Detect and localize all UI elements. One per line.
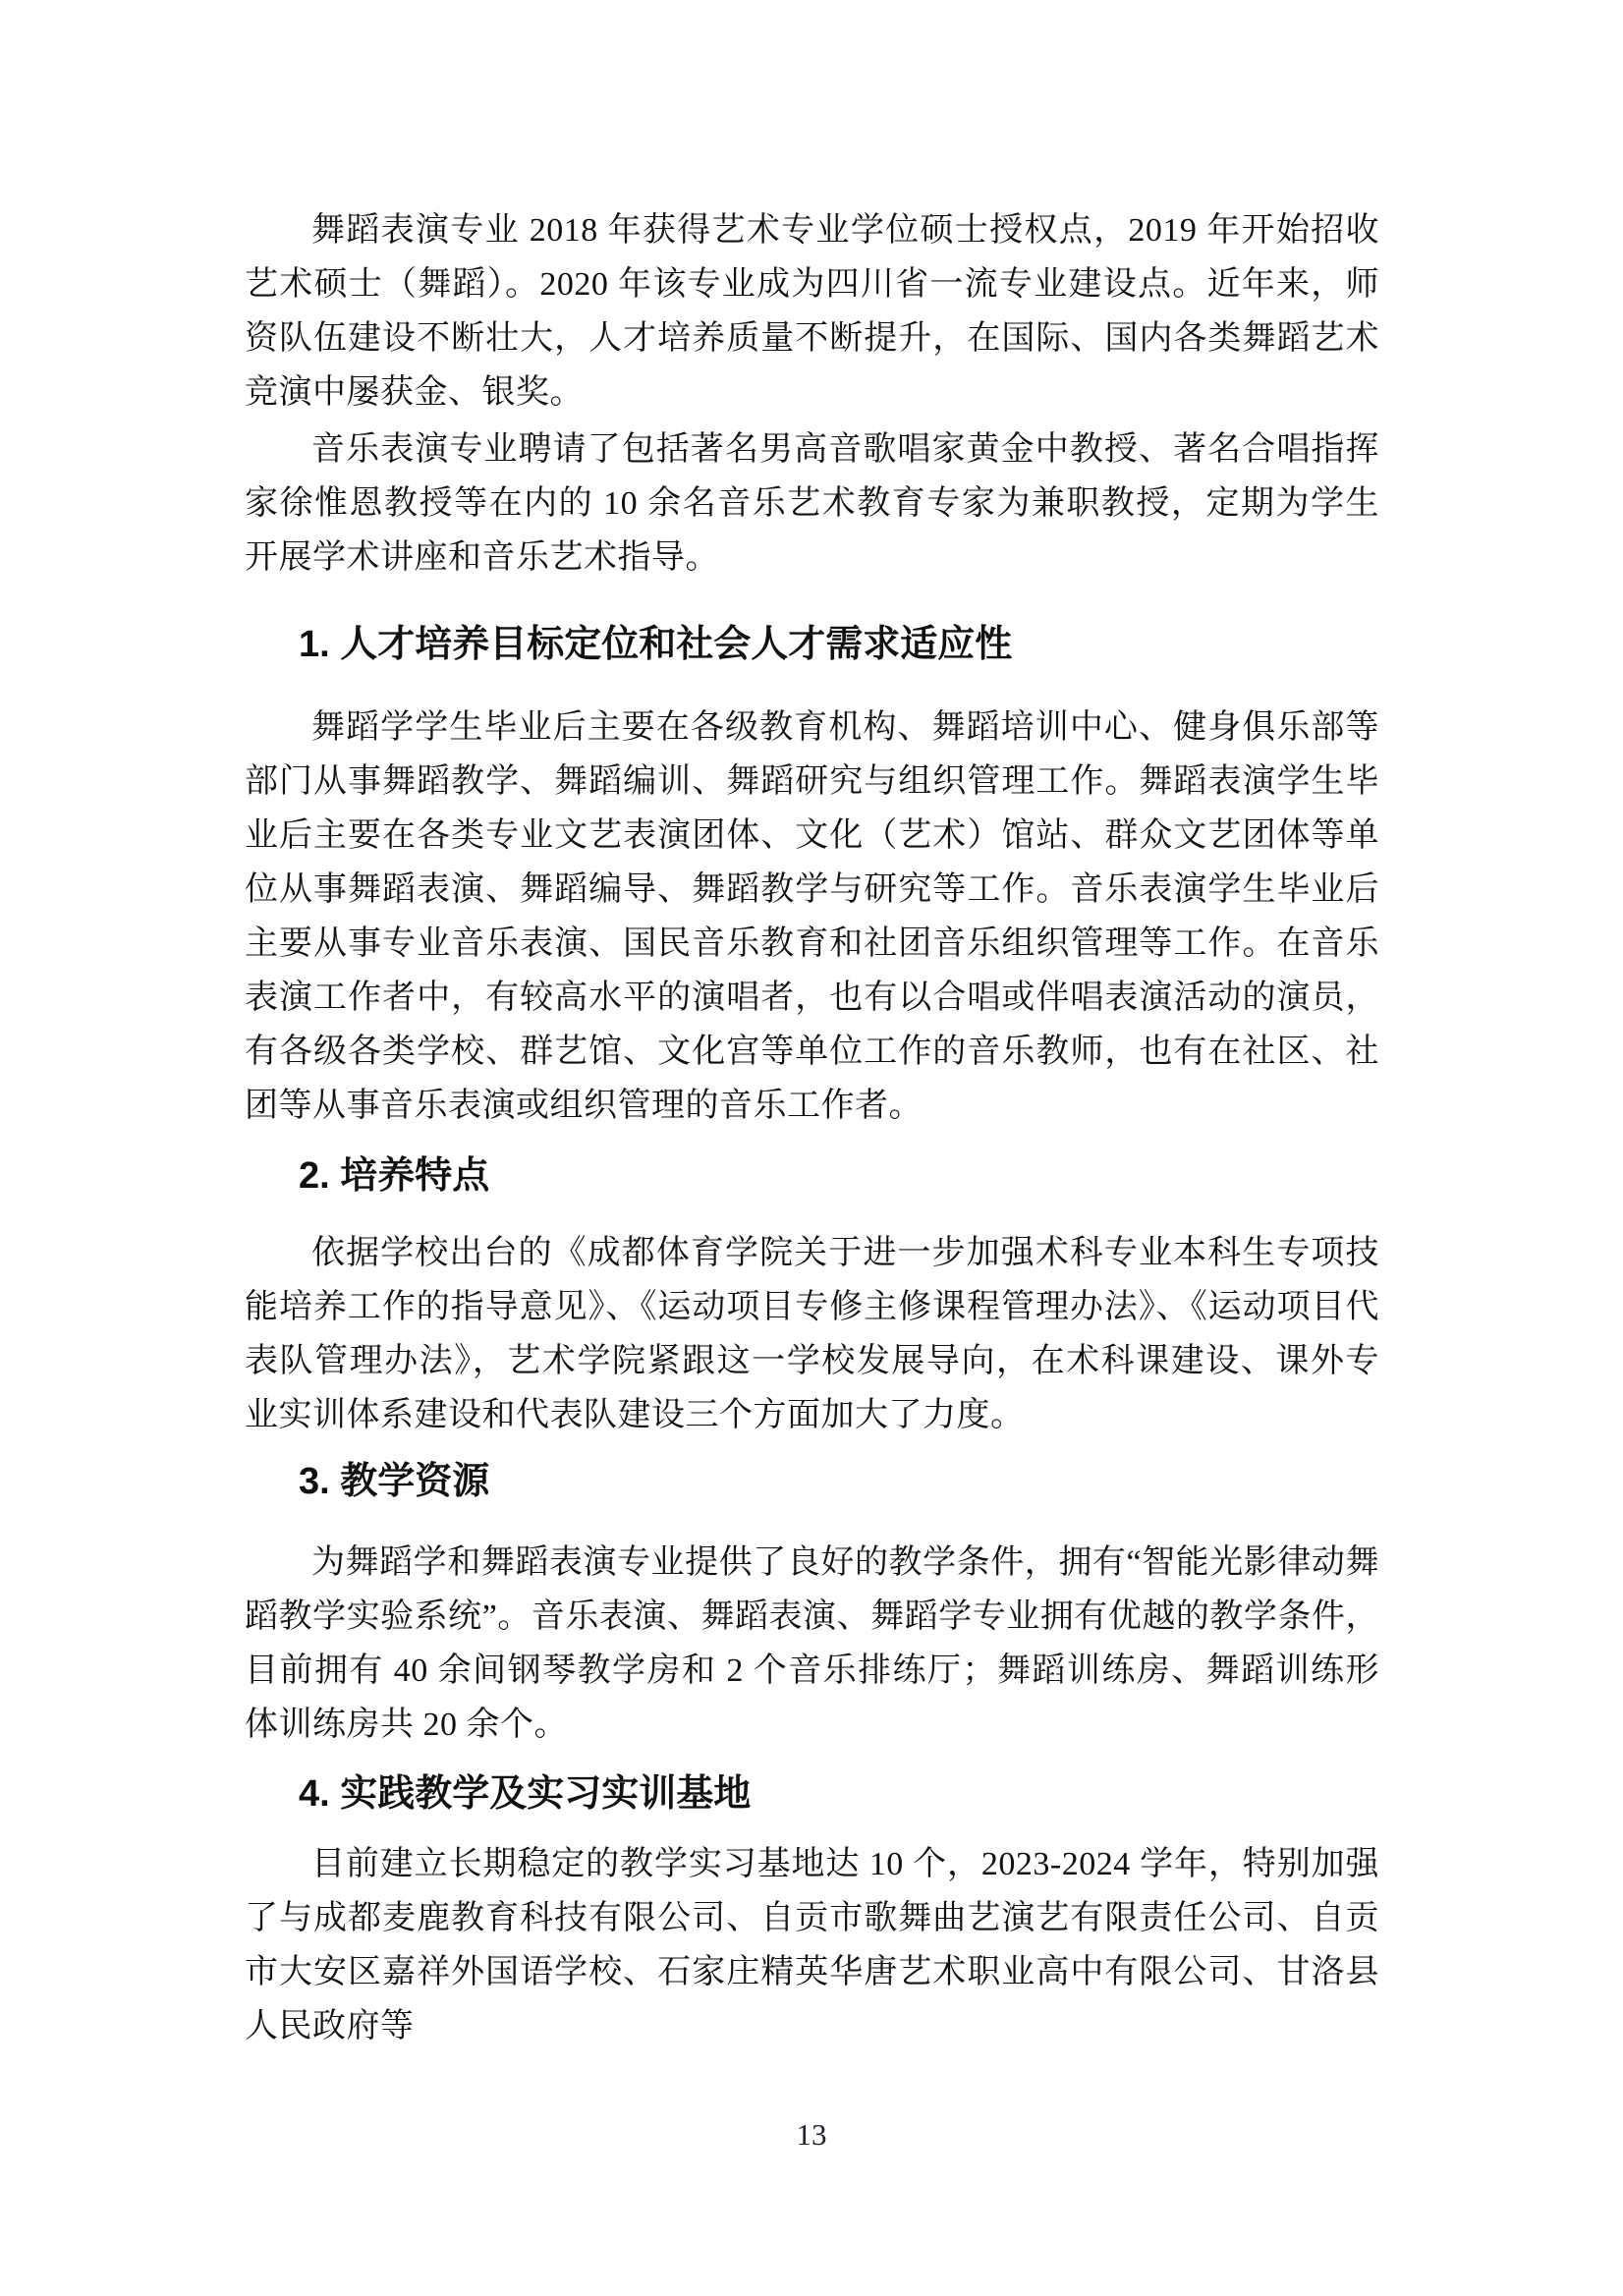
sub-heading-training-features: 2. 培养特点 bbox=[299, 1155, 490, 1197]
document-content bbox=[245, 203, 1379, 2053]
sub-heading-teaching-resources: 3. 教学资源 bbox=[299, 1461, 490, 1502]
sub-heading-training-goals: 1. 人才培养目标定位和社会人才需求适应性 bbox=[299, 624, 1013, 665]
paragraph-practice-bases: 目前建立长期稳定的教学实习基地达 10 个，2023-2024 学年，特别加强了与成都麦鹿教育科技有限公司、自贡市歌舞曲艺演艺有限责任公司、自贡市大安区嘉祥外国语学校、石家庄精英华唐艺术职业高中有限公司、甘洛县人民政府等 bbox=[245, 1846, 1379, 2044]
paragraph-music-program: 音乐表演专业聘请了包括著名男高音歌唱家黄金中教授、著名合唱指挥家徐惟恩教授等在内的 10 余名音乐艺术教育专家为兼职教授，定期为学生开展学术讲座和音乐艺术指导。 bbox=[245, 431, 1379, 576]
paragraph-teaching-resources: 为舞蹈学和舞蹈表演专业提供了良好的教学条件，拥有“智能光影律动舞蹈教学实验系统”。音乐表演、舞蹈表演、舞蹈学专业拥有优越的教学条件，目前拥有 40 余间钢琴教学房和 2 个音乐排练厅；舞蹈训练房、舞蹈训练形体训练房共 20 余个。 bbox=[245, 1544, 1379, 1743]
sub-heading-practice-bases: 4. 实践教学及实习实训基地 bbox=[299, 1773, 752, 1815]
paragraph-training-features: 依据学校出台的《成都体育学院关于进一步加强术科专业本科生专项技能培养工作的指导意见》、《运动项目专修主修课程管理办法》、《运动项目代表队管理办法》，艺术学院紧跟这一学校发展导向，在术科课建设、课外专业实训体系建设和代表队建设三个方面加大了力度。 bbox=[245, 1235, 1379, 1433]
paragraph-training-goals: 舞蹈学学生毕业后主要在各级教育机构、舞蹈培训中心、健身俱乐部等部门从事舞蹈教学、舞蹈编训、舞蹈研究与组织管理工作。舞蹈表演学生毕业后主要在各类专业文艺表演团体、文化（艺术）馆站、群众文艺团体等单位从事舞蹈表演、舞蹈编导、舞蹈教学与研究等工作。音乐表演学生毕业后主要从事专业音乐表演、国民音乐教育和社团音乐组织管理等工作。在音乐表演工作者中，有较高水平的演唱者，也有以合唱或伴唱表演活动的演员，有各级各类学校、群艺馆、文化宫等单位工作的音乐教师，也有在社区、社团等从事音乐表演或组织管理的音乐工作者。 bbox=[245, 709, 1379, 1124]
page-number: 13 bbox=[796, 2117, 827, 2152]
paragraph-dance-program: 舞蹈表演专业 2018 年获得艺术专业学位硕士授权点，2019 年开始招收艺术硕士（舞蹈）。2020 年该专业成为四川省一流专业建设点。近年来，师资队伍建设不断壮大，人才培养质量不断提升，在国际、国内各类舞蹈艺术竞演中屡获金、银奖。 bbox=[245, 212, 1379, 411]
